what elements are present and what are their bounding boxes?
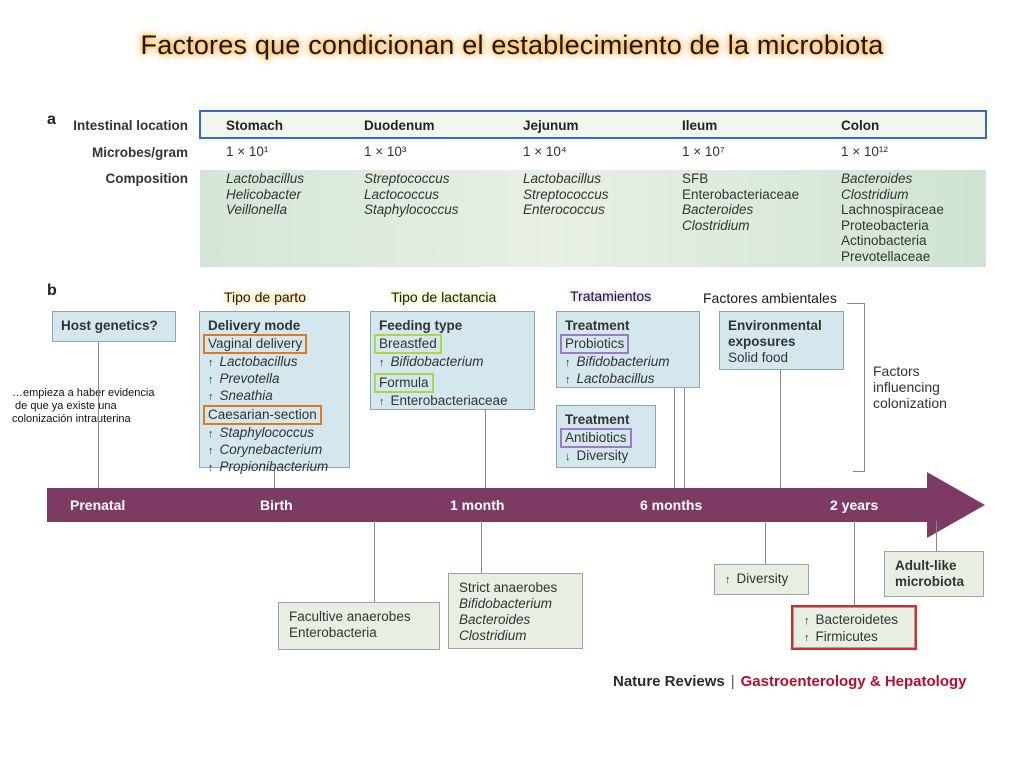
taxon: Staphylococcus	[364, 202, 459, 217]
taxon-increase: ↑ Prevotella	[208, 371, 341, 388]
antibiotics-label: Antibiotics	[560, 428, 632, 448]
taxon: Streptococcus	[364, 171, 450, 186]
row-label-microbes: Microbes/gram	[91, 145, 188, 160]
column-duodenum: Duodenum	[364, 118, 435, 133]
annotation-tratamientos: Tratamientos	[570, 288, 652, 304]
composition-colon	[841, 171, 944, 264]
taxon-increase: ↑ Sneathia	[208, 388, 341, 405]
diversity-decrease: ↓ Diversity	[565, 448, 647, 465]
row-label-location: Intestinal location	[73, 118, 188, 133]
column-stomach: Stomach	[226, 118, 284, 133]
facultive-line: Facultive anaerobes	[289, 609, 411, 624]
bracket-line	[847, 303, 864, 304]
adult-line: Adult-like	[895, 558, 957, 573]
host-genetics-label: Host genetics?	[61, 318, 158, 333]
connector-line	[936, 521, 937, 551]
footer-separator: |	[730, 673, 735, 690]
taxon: Bacteroides	[841, 171, 913, 186]
vaginal-delivery-label: Vaginal delivery	[203, 334, 307, 354]
row-label-composition: Composition	[105, 171, 188, 186]
breastfed-label: Breastfed	[374, 334, 442, 354]
journal-label: Gastroenterology & Hepatology	[740, 673, 967, 690]
taxon: Clostridium	[459, 628, 527, 643]
taxon-increase: ↑ Enterobacteriaceae	[379, 393, 526, 410]
taxon-increase: ↑ Staphylococcus	[208, 425, 341, 442]
microbes-ileum: 1 × 10⁷	[682, 144, 725, 159]
solid-food-label: Solid food	[728, 350, 789, 365]
composition-duodenum	[364, 171, 459, 218]
adult-line: microbiota	[895, 574, 965, 589]
page-title: Factores que condicionan el establecimiento de la microbiota	[140, 30, 884, 60]
probiotics-label: Probiotics	[560, 334, 629, 354]
taxon: SFB	[682, 171, 709, 186]
treatment-antibiotics-box	[556, 405, 656, 468]
timeline-1-month: 1 month	[450, 497, 505, 513]
feeding-type-heading: Feeding type	[379, 318, 463, 333]
connector-line	[780, 370, 781, 488]
timeline-6-months: 6 months	[640, 497, 703, 513]
side-note-line: …empieza a haber evidencia	[12, 387, 155, 399]
taxon-increase: ↑ Lactobacillus	[208, 354, 341, 371]
source-credit	[613, 673, 967, 690]
composition-stomach	[226, 171, 304, 218]
column-colon: Colon	[841, 118, 880, 133]
taxon: Bacteroides	[459, 612, 531, 627]
timeline-birth: Birth	[260, 497, 293, 513]
taxon: Veillonella	[226, 202, 288, 217]
facultive-anaerobes-box	[278, 602, 440, 650]
delivery-mode-heading: Delivery mode	[208, 318, 301, 333]
microbes-jejunum: 1 × 10⁴	[523, 144, 567, 159]
treatment-heading: Treatment	[565, 412, 630, 427]
delivery-mode-box	[199, 311, 350, 474]
connector-line	[854, 521, 855, 605]
composition-jejunum	[523, 171, 609, 218]
taxon: Streptococcus	[523, 186, 609, 202]
taxon-increase: ↑ Corynebacterium	[208, 442, 341, 459]
taxon: Enterococcus	[523, 202, 605, 217]
taxon: Lactococcus	[364, 186, 440, 202]
phylum-increase: ↑ Firmicutes	[804, 629, 904, 646]
treatment-probiotics-box	[556, 311, 700, 388]
host-genetics-box	[52, 311, 176, 342]
diversity-box	[714, 564, 809, 595]
exposures-heading: exposures	[728, 334, 796, 349]
timeline-prenatal: Prenatal	[70, 497, 126, 513]
phylum-increase: ↑ Bacteroidetes	[804, 612, 904, 629]
connector-line	[765, 521, 766, 564]
factors-label	[873, 363, 947, 411]
column-jejunum: Jejunum	[523, 118, 579, 133]
factors-line: influencing	[873, 379, 940, 395]
annotation-factores-ambientales: Factores ambientales	[703, 290, 837, 306]
taxon-increase: ↑ Bifidobacterium	[379, 354, 526, 371]
column-ileum: Ileum	[682, 118, 718, 133]
connector-line	[98, 342, 99, 488]
taxon-increase: ↑ Propionibacterium	[208, 459, 341, 476]
panel-b-label: b	[47, 282, 57, 299]
diversity-increase: ↑ Diversity	[725, 571, 798, 588]
taxon: Lachnospiraceae	[841, 202, 944, 217]
panel-a-label: a	[47, 111, 56, 128]
taxon: Prevotellaceae	[841, 248, 931, 264]
microbes-stomach: 1 × 10¹	[226, 144, 269, 159]
annotation-tipo-de-parto: Tipo de parto	[224, 289, 306, 305]
taxon-increase: ↑ Bifidobacterium	[565, 354, 691, 371]
feeding-type-box	[370, 311, 535, 410]
brand-label: Nature Reviews	[613, 673, 725, 690]
strict-anaerobes-label: Strict anaerobes	[459, 580, 558, 595]
timeline-2-years: 2 years	[830, 497, 879, 513]
environmental-heading: Environmental	[728, 318, 822, 333]
microbes-duodenum: 1 × 10³	[364, 144, 407, 159]
treatment-heading: Treatment	[565, 318, 630, 333]
factors-line: Factors	[873, 363, 920, 379]
taxon: Bacteroides	[682, 202, 754, 217]
microbes-colon: 1 × 10¹²	[841, 144, 888, 159]
formula-label: Formula	[374, 373, 434, 393]
side-note	[12, 387, 154, 426]
connector-line	[481, 521, 482, 573]
phyla-highlight	[791, 605, 917, 650]
taxon: Lactobacillus	[523, 171, 602, 186]
caesarian-section-label: Caesarian-section	[203, 405, 322, 425]
taxon-increase: ↑ Lactobacillus	[565, 371, 691, 388]
taxon: Bifidobacterium	[459, 596, 553, 611]
connector-line	[374, 521, 375, 602]
facultive-line: Enterobacteria	[289, 625, 377, 640]
taxon: Helicobacter	[226, 186, 302, 202]
taxon: Proteobacteria	[841, 217, 929, 233]
taxon: Clostridium	[682, 217, 750, 233]
side-note-line: colonización intrauterina	[12, 413, 131, 425]
strict-anaerobes-box	[448, 573, 583, 649]
annotation-tipo-de-lactancia: Tipo de lactancia	[391, 289, 497, 305]
adult-microbiota-box	[884, 551, 984, 597]
composition-ileum	[682, 171, 799, 233]
factors-line: colonization	[873, 395, 947, 411]
taxon: Lactobacillus	[226, 171, 305, 186]
bracket-line	[864, 303, 865, 471]
location-row-highlight	[199, 110, 987, 139]
taxon: Actinobacteria	[841, 233, 927, 248]
taxon: Enterobacteriaceae	[682, 186, 800, 202]
side-note-line: de que ya existe una	[12, 400, 117, 412]
environmental-exposures-box	[719, 311, 844, 370]
taxon: Clostridium	[841, 186, 909, 202]
